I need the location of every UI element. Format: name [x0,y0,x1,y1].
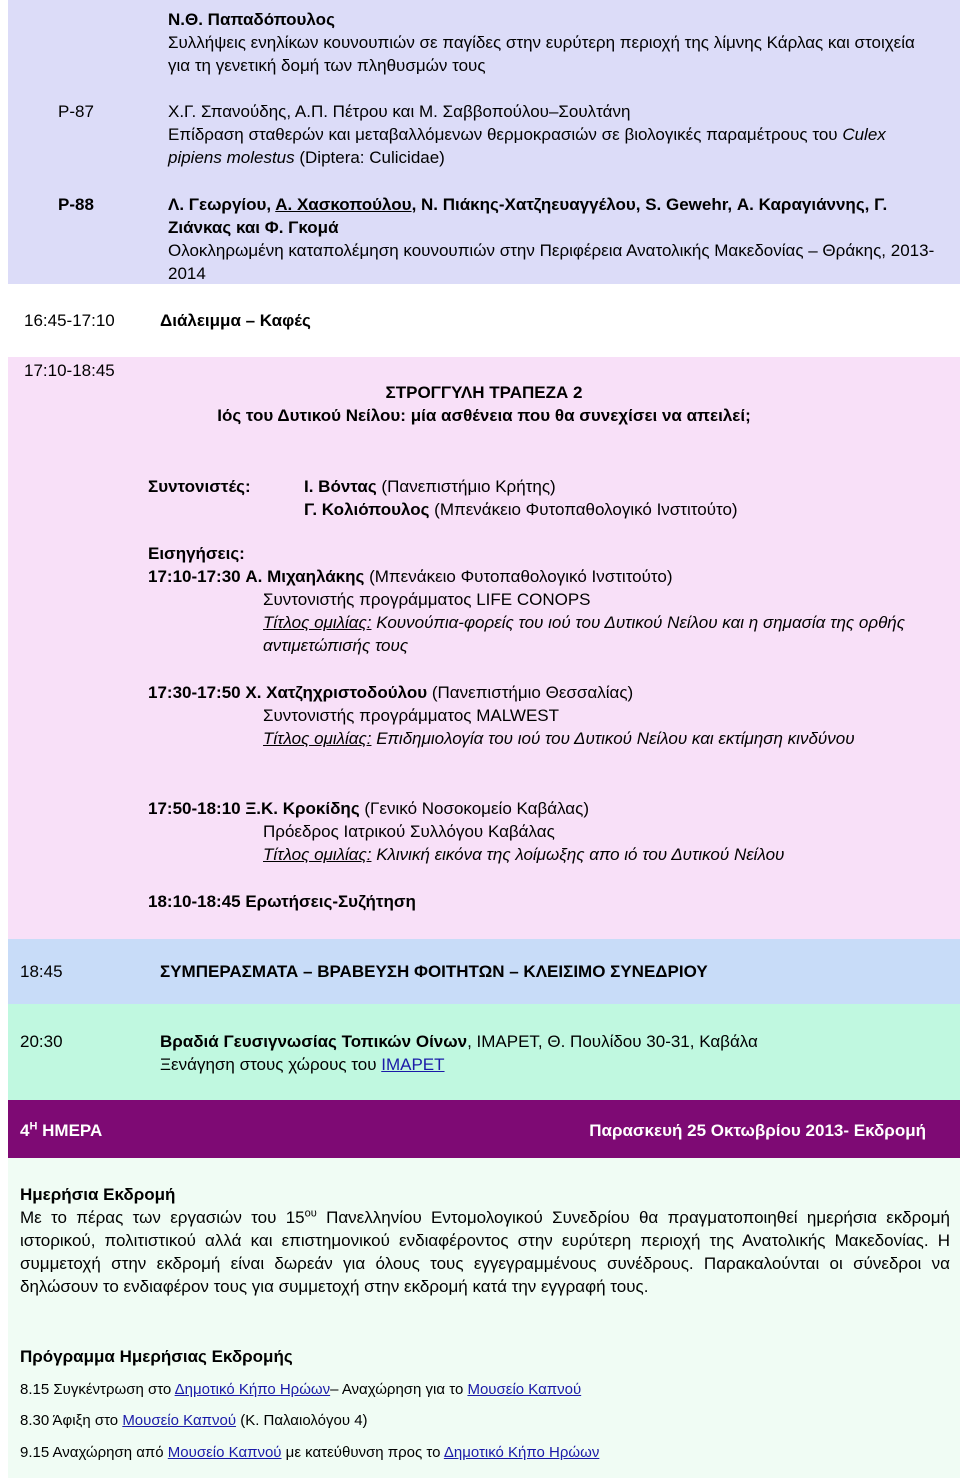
poster-p88 [168,193,940,285]
break-time: 16:45-17:10 [24,311,115,330]
link-dimotiko-kipo[interactable]: Δημοτικό Κήπο Ηρώων [443,1444,600,1461]
excursion-heading: Ημερήσια Εκδρομή [20,1185,176,1204]
program-heading: Πρόγραμμα Ημερήσιας Εκδρομής [20,1347,293,1366]
roundtable-heading: ΣΤΡΟΓΓΥΛΗ ΤΡΑΠΕΖΑ 2 [385,383,583,402]
program-item: 9.15 Αναχώρηση από Μουσείο Καπνού με κατεύθυνση προς το Δημοτικό Κήπο Ηρώων [20,1444,600,1461]
day4-bar [8,1100,960,1158]
break-label: Διάλειμμα – Καφές [160,311,311,330]
moderator-item: Γ. Κολιόπουλος (Μπενάκειο Φυτοπαθολογικό Ινστιτούτο) [304,500,738,519]
day4-date: Παρασκευή 25 Οκτωβρίου 2013- Εκδρομή [589,1121,926,1140]
roundtable-subtitle: Ιός του Δυτικού Νείλου: μία ασθένεια που θα συνεχίσει να απειλεί; [217,406,751,425]
poster-code-p88: P-88 [58,195,94,214]
excursion-paragraph: Με το πέρας των εργασιών του $15^{o\upsilon}$ Πανελληνίου Εντομολογικού Συνεδρίου θα πραγματοποιηθεί ημερήσια εκδρομή ιστορικού, πολιτιστικού αλλά και επιστημονικού ενδιαφέροντος στην ευρύτερη περιοχή της Ανατολικής Μακεδονίας. Η συμμετοχή στην εκδρομή είναι δωρεάν για όλους τους εγγεγραμμένους συνέδρους. Παρακαλούνται οι σύνεδροι να δηλώσουν το ενδιαφέρον τους για συμμετοχή στην εκδρομή κατά την εγγραφή τους. [20,1207,950,1296]
program-item: 8.15 Συγκέντρωση στο Δημοτικό Κήπο Ηρώων– Αναχώρηση για το Μουσείο Καπνού [20,1381,582,1398]
excursion-section [8,1158,960,1478]
link-mouseio-kapnou[interactable]: Μουσείο Καπνού [167,1444,282,1461]
poster-prev-title: Συλλήψεις ενηλίκων κουνουπιών σε παγίδες στην ευρύτερη περιοχή της λίμνης Κάρλας και στοιχεία για τη γενετική δομή των πληθυσμών τους [168,33,915,75]
poster-prev [168,8,940,77]
discussion-row: 18:10-18:45 Ερωτήσεις-Συζήτηση [148,892,416,911]
speakers-label: Εισηγήσεις: [148,544,245,563]
species-name: Culex pipiens molestus [168,125,886,167]
day4-label: $4^H$ ΗΜΕΡΑ [20,1120,103,1140]
break-row [8,284,960,357]
poster-section [8,0,960,284]
talk-item: 17:10-17:30 Α. Μιχαηλάκης (Μπενάκειο Φυτοπαθολογικό Ινστιτούτο) Συντονιστής προγράμματος LIFE CONOPS Τίτλος ομιλίας: Κουνούπια-φορείς του ιού του Δυτικού Νείλου και η σημασία της ορθής αντιμετώπισής τους [148,567,906,655]
talk-item: 17:30-17:50 Χ. Χατζηχριστοδούλου (Πανεπιστήμιο Θεσσαλίας) Συντονιστής προγράμματος MALWEST Τίτλος ομιλίας: Επιδημιολογία του ιού του Δυτικού Νείλου και εκτίμηση κινδύνου [148,683,855,748]
moderator-item: Ι. Βόντας (Πανεπιστήμιο Κρήτης) [304,477,556,496]
poster-p87-authors: Χ.Γ. Σπανούδης, Α.Π. Πέτρου και Μ. Σαββοπούλου–Σουλτάνη [168,102,631,121]
link-mouseio-kapnou[interactable]: Μουσείο Καπνού [467,1381,582,1398]
link-dimotiko-kipo[interactable]: Δημοτικό Κήπο Ηρώων [174,1381,331,1398]
poster-p87-title: Επίδραση σταθερών και μεταβαλλόμενων θερμοκρασιών σε βιολογικές παραμέτρους του Culex pipiens molestus (Diptera: Culicidae) [168,125,886,167]
roundtable-time: 17:10-18:45 [24,361,115,380]
closing-label: ΣΥΜΠΕΡΑΣΜΑΤΑ – ΒΡΑΒΕΥΣΗ ΦΟΙΤΗΤΩΝ – ΚΛΕΙΣΙΜΟ ΣΥΝΕΔΡΙΟΥ [160,962,708,981]
poster-p88-title: Ολοκληρωμένη καταπολέμηση κουνουπιών στην Περιφέρεια Ανατολικής Μακεδονίας – Θράκης, 2013-2014 [168,241,935,283]
talk-item: 17:50-18:10 Ξ.Κ. Κροκίδης (Γενικό Νοσοκομείο Καβάλας) Πρόεδρος Ιατρικού Συλλόγου Καβάλας Τίτλος ομιλίας: Κλινική εικόνα της λοίμωξης απο ιό του Δυτικού Νείλου [148,799,785,864]
closing-time: 18:45 [20,962,63,981]
closing-row [8,939,960,1004]
roundtable-section [8,357,960,939]
dinner-time: 20:30 [20,1032,63,1051]
link-mouseio-kapnou[interactable]: Μουσείο Καπνού [122,1412,237,1429]
poster-code-p87: P-87 [58,102,94,121]
imaret-link[interactable]: ΙΜΑΡΕΤ [381,1055,445,1074]
poster-prev-authors: Ν.Θ. Παπαδόπουλος [168,10,335,29]
poster-p88-authors: Λ. Γεωργίου, Α. Χασκοπούλου, Ν. Πιάκης-Χατζηευαγγέλου, S. Gewehr, Α. Καραγιάννης, Γ. Ζιάνκας και Φ. Γκομά [168,195,888,237]
dinner-label: Βραδιά Γευσιγνωσίας Τοπικών Οίνων, ΙΜΑΡΕΤ, Θ. Πουλίδου 30-31, Καβάλα [160,1032,758,1051]
dinner-row [8,1004,960,1100]
dinner-tour: Ξενάγηση στους χώρους του ΙΜΑΡΕΤ [160,1055,445,1074]
poster-p87 [168,100,940,169]
moderators-label: Συντονιστές: [148,477,251,496]
program-item: 8.30 Άφιξη στο Μουσείο Καπνού (Κ. Παλαιολόγου 4) [20,1412,368,1429]
